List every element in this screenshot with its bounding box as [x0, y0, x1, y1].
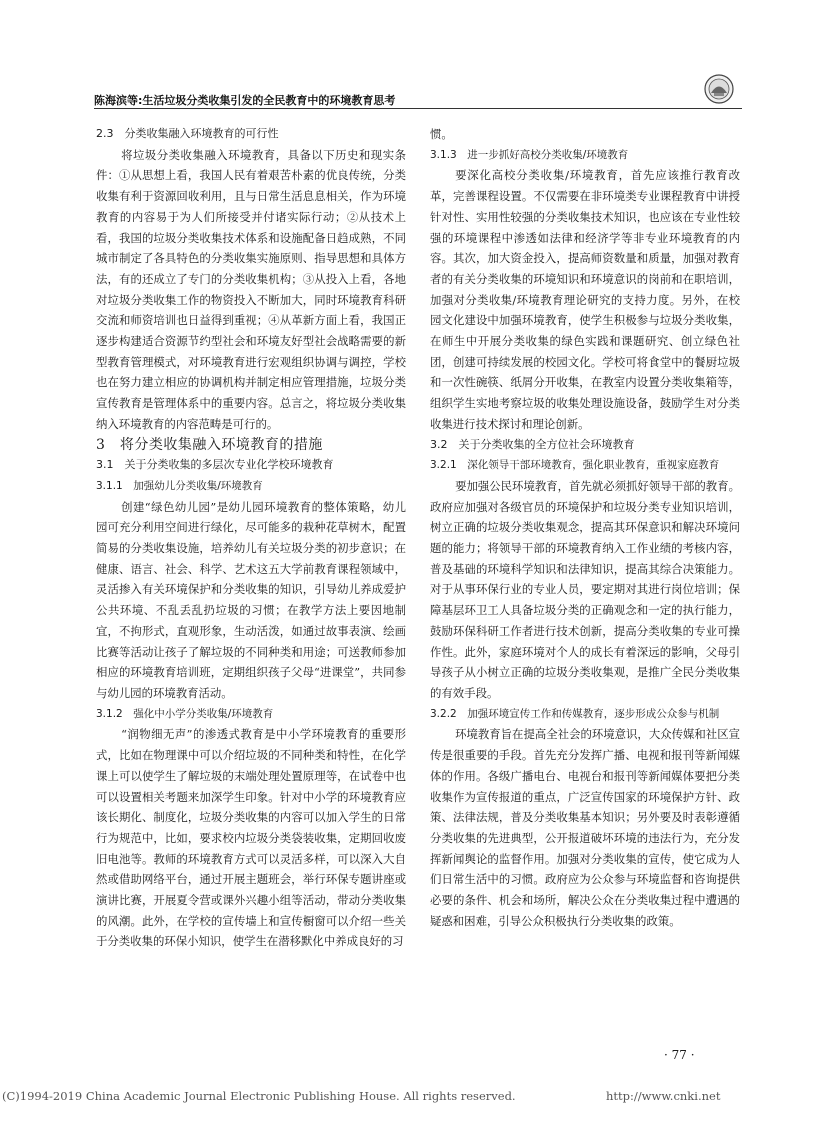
- section-3-1-1-heading: 3.1.1 加强幼儿分类收集/环境教育: [96, 479, 263, 492]
- page-number: · 77 ·: [664, 1048, 695, 1062]
- journal-logo-icon: [704, 74, 734, 104]
- section-3-2-2-heading: 3.2.2 加强环境宣传工作和传媒教育，逐步形成公众参与机制: [430, 707, 720, 720]
- section-3-2-heading: 3.2 关于分类收集的全方位社会环境教育: [430, 437, 635, 451]
- section-3-1-2-heading: 3.1.2 强化中小学分类收集/环境教育: [96, 707, 274, 720]
- section-3-1-2-paragraph: “润物细无声”的渗透式教育是中小学环境教育的重要形式，比如在物理课中可以介绍垃圾的不同种类和特性，在化学课上可以使学生了解垃圾的末端处理处置原理等，在试卷中也可以设置相关考题来加深学生印象。针对中小学的环境教育应该长期化、制度化，垃圾分类收集的内容可以加入学生的日常行为规范中，比如，要求校内垃圾分类袋装收集，定期回收废旧电池等。教师的环境教育方式可以灵活多样，可以深入大自然或借助网络平台，通过开展主题班会，举行环保专题讲座或演讲比赛，开展夏令营或课外兴趣小组等活动，带动分类收集的风潮。此外，在学校的宣传墙上和宣传橱窗可以介绍一些关于分类收集的环保小知识，使学生在潜移默化中养成良好的习: [96, 727, 406, 949]
- section-2-3-heading: 2.3 分类收集融入环境教育的可行性: [96, 127, 279, 140]
- section-3-1-1-paragraph: 创建“绿色幼儿园”是幼儿园环境教育的整体策略，幼儿园可充分利用空间进行绿化，尽可能多的栽种花草树木，配置简易的分类收集设施，培养幼儿有关垃圾分类的初步意识；在健康、语言、社会、科学、艺术这五大学前教育课程领域中，灵活掺入有关环境保护和分类收集的知识，引导幼儿养成爱护公共环境、不乱丢乱扔垃圾的习惯；在教学方法上要因地制宜，不拘形式，直观形象，生动活泼，如通过故事表演、绘画比赛等活动让孩子了解垃圾的不同种类和用途；可送教师参加相应的环境教育培训班，定期组织孩子父母“进课堂”，共同参与幼儿园的环境教育活动。: [96, 499, 406, 700]
- section-3-2-1-paragraph: 要加强公民环境教育，首先就必须抓好领导干部的教育。政府应加强对各级官员的环境保护和垃圾分类专业知识培训，树立正确的垃圾分类收集观念，提高其环保意识和解决环境问题的能力；将领导干部的环境教育纳入工作业绩的考核内容，普及基础的环境科学知识和法律知识，提高其综合决策能力。对于从事环保行业的专业人员，要定期对其进行岗位培训；保障基层环卫工人具备垃圾分类的正确观念和一定的执行能力，鼓励环保科研工作者进行技术创新，提高分类收集的专业可操作性。此外，家庭环境对个人的成长有着深远的影响，父母引导孩子从小树立正确的垃圾分类收集观，是推广全民分类收集的有效手段。: [430, 478, 740, 700]
- left-column: [96, 124, 406, 952]
- section-2-3-paragraph: 将垃圾分类收集融入环境教育，具备以下历史和现实条件：①从思想上看，我国人民有着艰苦朴素的优良传统，分类收集有利于资源回收利用，且与日常生活息息相关，作为环境教育的内容易于为人们所接受并付诸实际行动；②从技术上看，我国的垃圾分类收集技术体系和设施配备日趋成熟，不同城市制定了各具特色的分类收集实施原则、指导思想和具体方法，有的还成立了专门的分类收集机构；③从投入上看，各地对垃圾分类收集工作的物资投入不断加大，同时环境教育科研交流和师资培训也日益得到重视；④从革新方面上看，我国正逐步构建适合资源节约型社会和环境友好型社会战略需要的新型教育管理模式，对环境教育进行宏观组织协调与调控，学校也在努力建立相应的协调机构并制定相应管理措施，垃圾分类宣传教育是管理体系中的重要内容。总言之，将垃圾分类收集纳入环境教育的内容范畴是可行的。: [96, 147, 406, 431]
- continued-text: 惯。: [430, 127, 453, 141]
- section-3-1-heading: 3.1 关于分类收集的多层次专业化学校环境教育: [96, 458, 334, 472]
- copyright-notice: (C)1994-2019 China Academic Journal Electronic Publishing House. All rights reserved.: [2, 1089, 516, 1103]
- section-3-1-3-paragraph: 要深化高校分类收集/环境教育，首先应该推行教育改革，完善课程设置。不仅需要在非环境类专业课程教育中讲授针对性、实用性较强的分类收集技术知识，也应该在专业性较强的环境课程中渗透如法律和经济学等非专业环境教育的内容。其次，加大资金投入，提高师资数量和质量，加强对教育者的有关分类收集的环境知识和环境意识的岗前和在职培训，加强对分类收集/环境教育理论研究的支持力度。另外，在校园文化建设中加强环境教育，使学生积极参与垃圾分类收集，在师生中开展分类收集的绿色实践和课题研究、创立绿色社团，创建可持续发展的校园文化。学校可将食堂中的餐厨垃圾和一次性碗筷、纸屑分开收集，在教室内设置分类收集箱等，组织学生实地考察垃圾的收集处理设施设备，鼓励学生对分类收集进行技术探讨和理论创新。: [430, 168, 740, 431]
- right-column: [430, 124, 740, 931]
- running-title: 陈海滨等:生活垃圾分类收集引发的全民教育中的环境教育思考: [94, 94, 396, 107]
- section-3-2-2-paragraph: 环境教育旨在提高全社会的环境意识，大众传媒和社区宣传是很重要的手段。首先充分发挥广播、电视和报刊等新闻媒体的作用。各级广播电台、电视台和报刊等新闻媒体要把分类收集作为宣传报道的重点，广泛宣传国家的环境保护方针、政策、法律法规，普及分类收集基本知识；另外要及时表彰遵循分类收集的先进典型，公开报道破坏环境的违法行为，充分发挥新闻舆论的监督作用。加强对分类收集的宣传，使它成为人们日常生活中的习惯。政府应为公众参与环境监督和咨询提供必要的条件、机会和场所，解决公众在分类收集过程中遭遇的疑惑和困难，引导公众积极执行分类收集的政策。: [430, 727, 740, 928]
- section-3-heading: 3 将分类收集融入环境教育的措施: [96, 436, 323, 453]
- running-header: [94, 90, 742, 109]
- section-3-1-3-heading: 3.1.3 进一步抓好高校分类收集/环境教育: [430, 148, 629, 161]
- section-3-2-1-heading: 3.2.1 深化领导干部环境教育，强化职业教育，重视家庭教育: [430, 459, 720, 472]
- footer-website-link[interactable]: http://www.cnki.net: [606, 1089, 721, 1103]
